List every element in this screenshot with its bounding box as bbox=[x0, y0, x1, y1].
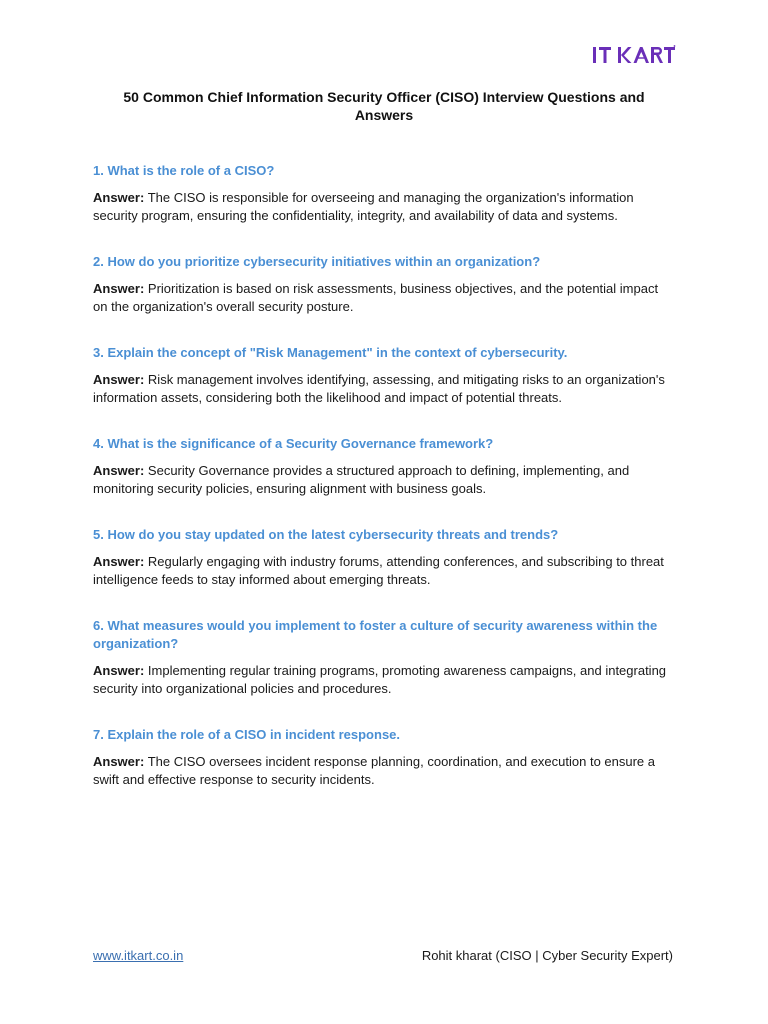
answer-5 bbox=[93, 553, 673, 588]
answer-label: Answer: bbox=[93, 754, 145, 769]
answer-label: Answer: bbox=[93, 663, 145, 678]
question-2: 2. How do you prioritize cybersecurity initiatives within an organization? bbox=[93, 254, 541, 269]
question-4: 4. What is the significance of a Security Governance framework? bbox=[93, 436, 494, 451]
answer-3 bbox=[93, 371, 673, 406]
question-7: 7. Explain the role of a CISO in incident response. bbox=[93, 727, 401, 742]
answer-label: Answer: bbox=[93, 281, 145, 296]
answer-2 bbox=[93, 280, 673, 315]
answer-text: Risk management involves identifying, assessing, and mitigating risks to an organization's information assets, considering both the likelihood and impact of potential threats. bbox=[93, 372, 665, 405]
qa-item-6 bbox=[93, 617, 673, 697]
answer-1 bbox=[93, 189, 673, 224]
question-1: 1. What is the role of a CISO? bbox=[93, 163, 275, 178]
question-6: 6. What measures would you implement to foster a culture of security awareness within the organization? bbox=[93, 618, 658, 651]
document-title: 50 Common Chief Information Security Officer (CISO) Interview Questions and Answers bbox=[123, 89, 645, 123]
answer-text: The CISO is responsible for overseeing and managing the organization's information security program, ensuring the confidentiality, integrity, and availability of data and systems. bbox=[93, 190, 634, 223]
qa-item-2 bbox=[93, 253, 673, 315]
qa-item-4 bbox=[93, 435, 673, 497]
itkart-logo bbox=[592, 44, 676, 66]
answer-text: Implementing regular training programs, promoting awareness campaigns, and integrating security into organizational policies and procedures. bbox=[93, 663, 667, 696]
qa-item-3 bbox=[93, 344, 673, 406]
answer-label: Answer: bbox=[93, 554, 145, 569]
qa-item-1 bbox=[93, 162, 673, 224]
qa-item-7 bbox=[93, 726, 673, 788]
answer-text: Prioritization is based on risk assessments, business objectives, and the potential impact on the organization's overall security posture. bbox=[93, 281, 659, 314]
answer-label: Answer: bbox=[93, 463, 145, 478]
answer-text: The CISO oversees incident response planning, coordination, and execution to ensure a swift and effective response to security incidents. bbox=[93, 754, 656, 787]
answer-label: Answer: bbox=[93, 190, 145, 205]
answer-6 bbox=[93, 662, 673, 697]
answer-4 bbox=[93, 462, 673, 497]
answer-text: Security Governance provides a structured approach to defining, implementing, and monitoring security policies, ensuring alignment with business goals. bbox=[93, 463, 630, 496]
website-link[interactable]: www.itkart.co.in bbox=[93, 948, 184, 963]
page-footer bbox=[93, 947, 673, 967]
answer-label: Answer: bbox=[93, 372, 145, 387]
author-credit: Rohit kharat (CISO | Cyber Security Expert) bbox=[421, 948, 673, 963]
question-5: 5. How do you stay updated on the latest cybersecurity threats and trends? bbox=[93, 527, 559, 542]
question-3: 3. Explain the concept of "Risk Management" in the context of cybersecurity. bbox=[93, 345, 568, 360]
answer-7 bbox=[93, 753, 673, 788]
qa-list bbox=[93, 162, 673, 817]
qa-item-5 bbox=[93, 526, 673, 588]
answer-text: Regularly engaging with industry forums, attending conferences, and subscribing to threat intelligence feeds to stay informed about emerging threats. bbox=[93, 554, 664, 587]
